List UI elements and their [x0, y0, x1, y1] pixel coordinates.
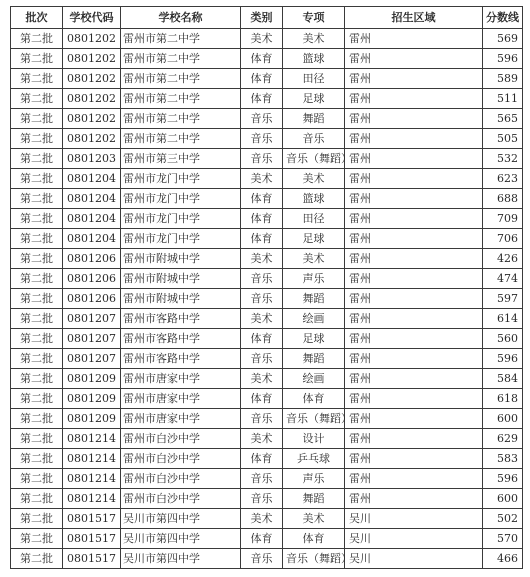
batch-cell: 第二批	[11, 129, 63, 149]
region-cell: 吴川	[345, 509, 483, 529]
school-code-cell: 0801202	[63, 49, 121, 69]
specialty-cell: 足球	[283, 89, 345, 109]
category-cell: 体育	[241, 529, 283, 549]
category-cell: 音乐	[241, 269, 283, 289]
category-cell: 体育	[241, 389, 283, 409]
specialty-cell: 舞蹈	[283, 489, 345, 509]
school-code-cell: 0801207	[63, 349, 121, 369]
category-cell: 音乐	[241, 409, 283, 429]
specialty-cell: 绘画	[283, 369, 345, 389]
score-cell: 623	[483, 169, 523, 189]
category-cell: 音乐	[241, 349, 283, 369]
school-code-cell: 0801214	[63, 489, 121, 509]
school-code-cell: 0801202	[63, 109, 121, 129]
region-cell: 雷州	[345, 109, 483, 129]
specialty-cell: 体育	[283, 529, 345, 549]
region-cell: 雷州	[345, 249, 483, 269]
school-code-cell: 0801204	[63, 209, 121, 229]
score-cell: 597	[483, 289, 523, 309]
category-cell: 音乐	[241, 129, 283, 149]
score-cell: 560	[483, 329, 523, 349]
score-cell: 466	[483, 549, 523, 569]
batch-cell: 第二批	[11, 89, 63, 109]
category-cell: 体育	[241, 329, 283, 349]
specialty-cell: 田径	[283, 69, 345, 89]
batch-cell: 第二批	[11, 489, 63, 509]
school-name-cell: 吴川市第四中学	[121, 549, 241, 569]
table-row	[11, 469, 523, 489]
school-code-cell: 0801202	[63, 29, 121, 49]
school-code-cell: 0801202	[63, 129, 121, 149]
batch-cell: 第二批	[11, 429, 63, 449]
school-code-cell: 0801517	[63, 549, 121, 569]
specialty-cell: 田径	[283, 209, 345, 229]
category-cell: 体育	[241, 89, 283, 109]
school-name-cell: 雷州市龙门中学	[121, 229, 241, 249]
table-row	[11, 529, 523, 549]
school-name-cell: 雷州市白沙中学	[121, 469, 241, 489]
school-code-cell: 0801202	[63, 89, 121, 109]
specialty-cell: 声乐	[283, 269, 345, 289]
score-cell: 688	[483, 189, 523, 209]
region-cell: 雷州	[345, 29, 483, 49]
region-cell: 吴川	[345, 549, 483, 569]
category-cell: 美术	[241, 509, 283, 529]
school-code-cell: 0801204	[63, 189, 121, 209]
region-cell: 雷州	[345, 209, 483, 229]
batch-cell: 第二批	[11, 369, 63, 389]
batch-cell: 第二批	[11, 29, 63, 49]
score-cell: 511	[483, 89, 523, 109]
table-row	[11, 29, 523, 49]
batch-cell: 第二批	[11, 449, 63, 469]
header-region: 招生区域	[345, 7, 483, 29]
score-cell: 706	[483, 229, 523, 249]
region-cell: 雷州	[345, 349, 483, 369]
school-code-cell: 0801206	[63, 249, 121, 269]
table-row	[11, 169, 523, 189]
header-school-name: 学校名称	[121, 7, 241, 29]
table-row	[11, 329, 523, 349]
header-specialty: 专项	[283, 7, 345, 29]
school-code-cell: 0801204	[63, 169, 121, 189]
score-cell: 426	[483, 249, 523, 269]
table-row	[11, 109, 523, 129]
score-cell: 629	[483, 429, 523, 449]
school-name-cell: 雷州市白沙中学	[121, 489, 241, 509]
table-row	[11, 389, 523, 409]
school-code-cell: 0801206	[63, 289, 121, 309]
score-cell: 569	[483, 29, 523, 49]
region-cell: 雷州	[345, 409, 483, 429]
batch-cell: 第二批	[11, 529, 63, 549]
school-code-cell: 0801209	[63, 389, 121, 409]
specialty-cell: 舞蹈	[283, 109, 345, 129]
batch-cell: 第二批	[11, 349, 63, 369]
table-row	[11, 229, 523, 249]
specialty-cell: 美术	[283, 249, 345, 269]
table-row	[11, 369, 523, 389]
category-cell: 体育	[241, 49, 283, 69]
school-name-cell: 雷州市第三中学	[121, 149, 241, 169]
specialty-cell: 美术	[283, 509, 345, 529]
school-name-cell: 雷州市龙门中学	[121, 189, 241, 209]
admission-score-sheet	[10, 6, 522, 569]
school-name-cell: 雷州市第二中学	[121, 129, 241, 149]
school-name-cell: 雷州市客路中学	[121, 349, 241, 369]
specialty-cell: 音乐（舞蹈）	[283, 409, 345, 429]
region-cell: 雷州	[345, 289, 483, 309]
score-cell: 614	[483, 309, 523, 329]
category-cell: 体育	[241, 189, 283, 209]
table-row	[11, 129, 523, 149]
specialty-cell: 篮球	[283, 189, 345, 209]
score-cell: 600	[483, 409, 523, 429]
specialty-cell: 舞蹈	[283, 349, 345, 369]
category-cell: 美术	[241, 429, 283, 449]
score-cell: 589	[483, 69, 523, 89]
score-cell: 596	[483, 349, 523, 369]
category-cell: 美术	[241, 29, 283, 49]
school-name-cell: 雷州市客路中学	[121, 329, 241, 349]
region-cell: 雷州	[345, 369, 483, 389]
region-cell: 雷州	[345, 189, 483, 209]
table-row	[11, 349, 523, 369]
school-name-cell: 雷州市白沙中学	[121, 449, 241, 469]
specialty-cell: 足球	[283, 329, 345, 349]
score-cell: 532	[483, 149, 523, 169]
category-cell: 美术	[241, 309, 283, 329]
region-cell: 雷州	[345, 149, 483, 169]
header-batch: 批次	[11, 7, 63, 29]
specialty-cell: 体育	[283, 389, 345, 409]
region-cell: 雷州	[345, 129, 483, 149]
region-cell: 雷州	[345, 229, 483, 249]
batch-cell: 第二批	[11, 289, 63, 309]
school-code-cell: 0801209	[63, 409, 121, 429]
specialty-cell: 舞蹈	[283, 289, 345, 309]
school-name-cell: 雷州市唐家中学	[121, 409, 241, 429]
region-cell: 雷州	[345, 269, 483, 289]
score-cell: 618	[483, 389, 523, 409]
region-cell: 吴川	[345, 529, 483, 549]
category-cell: 音乐	[241, 289, 283, 309]
region-cell: 雷州	[345, 489, 483, 509]
score-cell: 596	[483, 469, 523, 489]
score-cell: 584	[483, 369, 523, 389]
specialty-cell: 音乐（舞蹈）	[283, 549, 345, 569]
school-code-cell: 0801207	[63, 329, 121, 349]
score-cell: 596	[483, 49, 523, 69]
table-row	[11, 489, 523, 509]
table-row	[11, 429, 523, 449]
table-row	[11, 249, 523, 269]
batch-cell: 第二批	[11, 309, 63, 329]
category-cell: 音乐	[241, 489, 283, 509]
school-name-cell: 雷州市唐家中学	[121, 389, 241, 409]
category-cell: 体育	[241, 449, 283, 469]
school-name-cell: 吴川市第四中学	[121, 509, 241, 529]
school-code-cell: 0801209	[63, 369, 121, 389]
batch-cell: 第二批	[11, 389, 63, 409]
school-code-cell: 0801214	[63, 429, 121, 449]
category-cell: 音乐	[241, 149, 283, 169]
specialty-cell: 设计	[283, 429, 345, 449]
score-cell: 502	[483, 509, 523, 529]
batch-cell: 第二批	[11, 509, 63, 529]
region-cell: 雷州	[345, 429, 483, 449]
school-code-cell: 0801206	[63, 269, 121, 289]
table-row	[11, 509, 523, 529]
table-row	[11, 89, 523, 109]
school-name-cell: 雷州市客路中学	[121, 309, 241, 329]
table-row	[11, 289, 523, 309]
region-cell: 雷州	[345, 309, 483, 329]
school-name-cell: 雷州市附城中学	[121, 249, 241, 269]
category-cell: 美术	[241, 369, 283, 389]
school-code-cell: 0801214	[63, 449, 121, 469]
category-cell: 体育	[241, 209, 283, 229]
region-cell: 雷州	[345, 389, 483, 409]
region-cell: 雷州	[345, 69, 483, 89]
table-row	[11, 69, 523, 89]
school-name-cell: 吴川市第四中学	[121, 529, 241, 549]
header-score: 分数线	[483, 7, 523, 29]
score-cell: 565	[483, 109, 523, 129]
region-cell: 雷州	[345, 49, 483, 69]
table-row	[11, 449, 523, 469]
school-code-cell: 0801203	[63, 149, 121, 169]
specialty-cell: 声乐	[283, 469, 345, 489]
category-cell: 音乐	[241, 549, 283, 569]
school-name-cell: 雷州市第二中学	[121, 29, 241, 49]
table-row	[11, 309, 523, 329]
specialty-cell: 美术	[283, 29, 345, 49]
batch-cell: 第二批	[11, 49, 63, 69]
school-name-cell: 雷州市第二中学	[121, 49, 241, 69]
school-name-cell: 雷州市唐家中学	[121, 369, 241, 389]
table-row	[11, 409, 523, 429]
batch-cell: 第二批	[11, 229, 63, 249]
specialty-cell: 乒乓球	[283, 449, 345, 469]
school-code-cell: 0801202	[63, 69, 121, 89]
score-cell: 505	[483, 129, 523, 149]
batch-cell: 第二批	[11, 329, 63, 349]
region-cell: 雷州	[345, 329, 483, 349]
school-code-cell: 0801204	[63, 229, 121, 249]
category-cell: 音乐	[241, 469, 283, 489]
header-school-code: 学校代码	[63, 7, 121, 29]
batch-cell: 第二批	[11, 469, 63, 489]
category-cell: 美术	[241, 249, 283, 269]
batch-cell: 第二批	[11, 209, 63, 229]
specialty-cell: 音乐	[283, 129, 345, 149]
category-cell: 体育	[241, 229, 283, 249]
school-name-cell: 雷州市第二中学	[121, 89, 241, 109]
table-row	[11, 149, 523, 169]
batch-cell: 第二批	[11, 109, 63, 129]
specialty-cell: 音乐（舞蹈）	[283, 149, 345, 169]
batch-cell: 第二批	[11, 69, 63, 89]
region-cell: 雷州	[345, 449, 483, 469]
category-cell: 美术	[241, 169, 283, 189]
specialty-cell: 足球	[283, 229, 345, 249]
header-row	[11, 7, 523, 29]
score-cell: 709	[483, 209, 523, 229]
region-cell: 雷州	[345, 469, 483, 489]
specialty-cell: 美术	[283, 169, 345, 189]
score-cell: 474	[483, 269, 523, 289]
school-code-cell: 0801517	[63, 509, 121, 529]
table-row	[11, 189, 523, 209]
table-row	[11, 209, 523, 229]
batch-cell: 第二批	[11, 409, 63, 429]
school-name-cell: 雷州市龙门中学	[121, 169, 241, 189]
score-cell: 570	[483, 529, 523, 549]
specialty-cell: 篮球	[283, 49, 345, 69]
category-cell: 体育	[241, 69, 283, 89]
batch-cell: 第二批	[11, 149, 63, 169]
region-cell: 雷州	[345, 169, 483, 189]
header-category: 类别	[241, 7, 283, 29]
table-row	[11, 49, 523, 69]
batch-cell: 第二批	[11, 189, 63, 209]
school-name-cell: 雷州市附城中学	[121, 289, 241, 309]
batch-cell: 第二批	[11, 549, 63, 569]
batch-cell: 第二批	[11, 249, 63, 269]
school-name-cell: 雷州市附城中学	[121, 269, 241, 289]
school-name-cell: 雷州市第二中学	[121, 69, 241, 89]
batch-cell: 第二批	[11, 269, 63, 289]
specialty-cell: 绘画	[283, 309, 345, 329]
score-cell: 600	[483, 489, 523, 509]
school-code-cell: 0801214	[63, 469, 121, 489]
school-name-cell: 雷州市龙门中学	[121, 209, 241, 229]
table-row	[11, 549, 523, 569]
category-cell: 音乐	[241, 109, 283, 129]
school-name-cell: 雷州市白沙中学	[121, 429, 241, 449]
score-table	[10, 6, 523, 569]
batch-cell: 第二批	[11, 169, 63, 189]
school-code-cell: 0801207	[63, 309, 121, 329]
table-row	[11, 269, 523, 289]
region-cell: 雷州	[345, 89, 483, 109]
school-code-cell: 0801517	[63, 529, 121, 549]
score-cell: 583	[483, 449, 523, 469]
school-name-cell: 雷州市第二中学	[121, 109, 241, 129]
